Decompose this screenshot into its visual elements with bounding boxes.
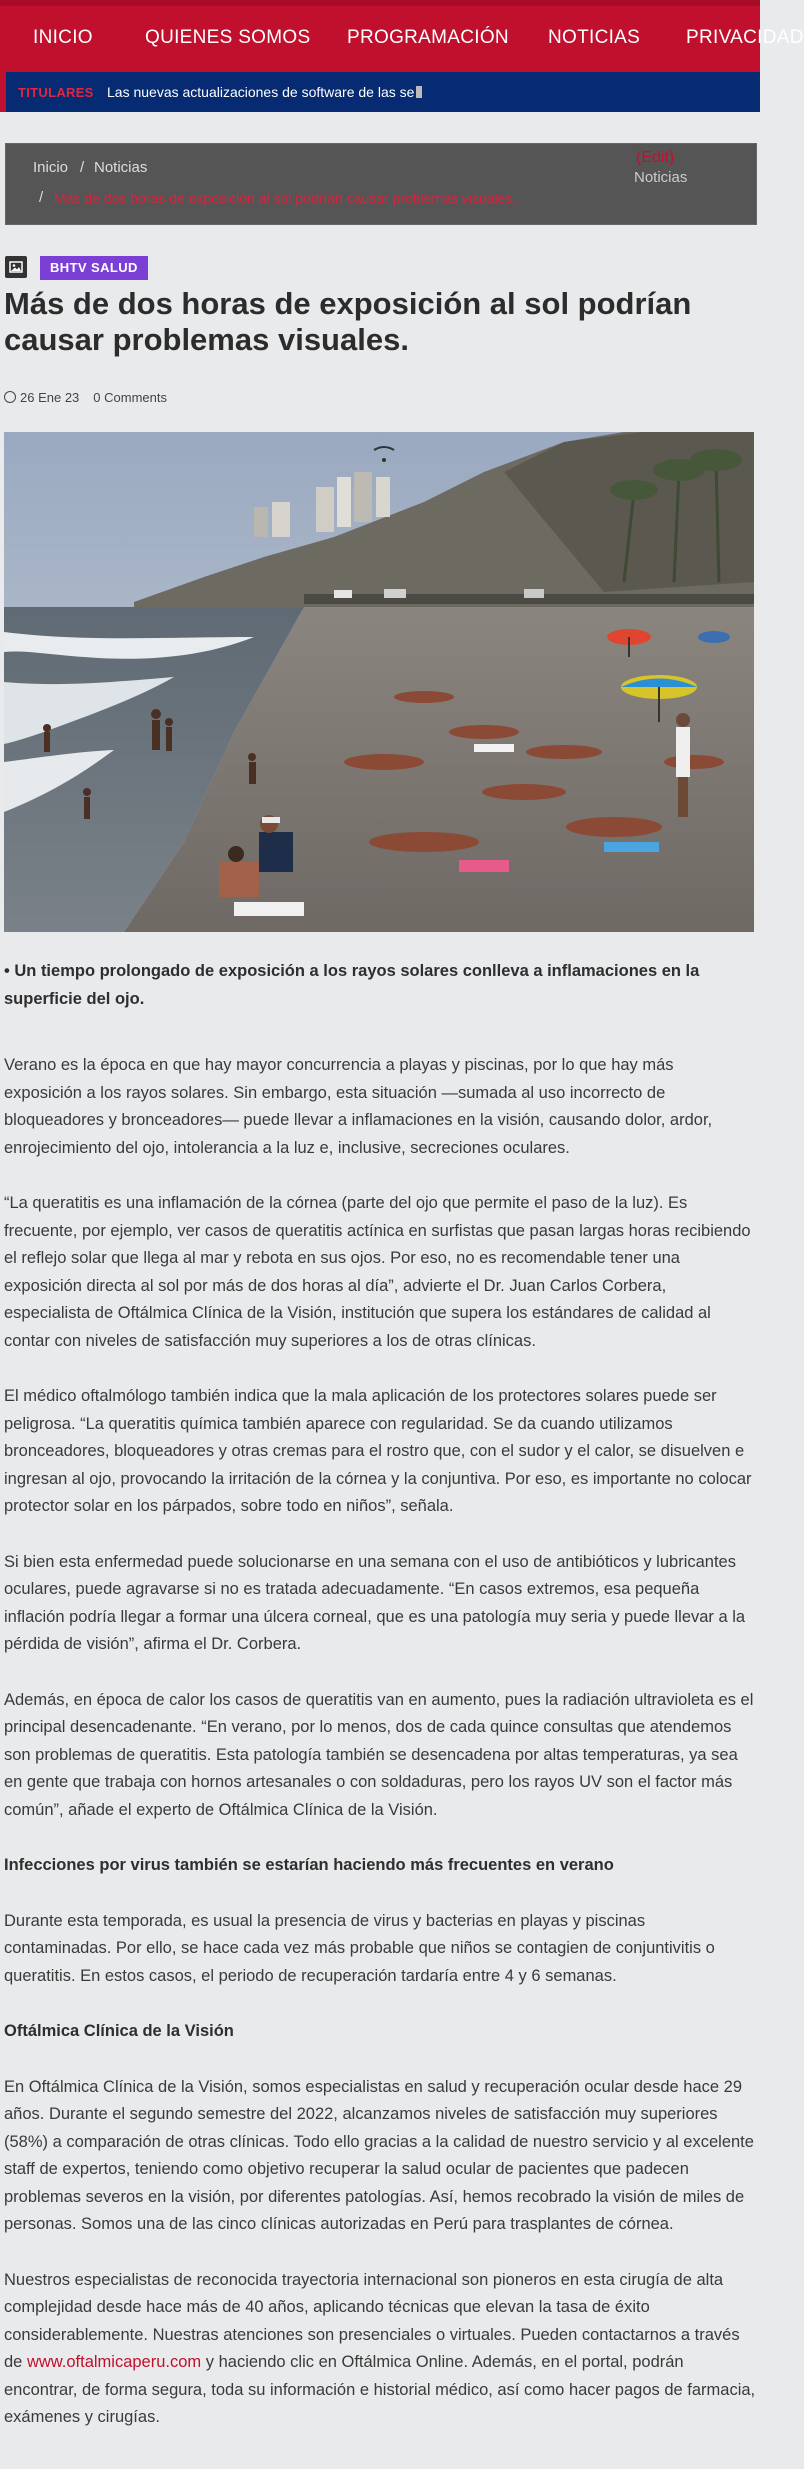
nav-item-privacidad[interactable]: PRIVACIDAD	[686, 27, 804, 48]
main-navbar	[0, 0, 804, 72]
breadcrumb-separator: /	[80, 159, 85, 176]
breadcrumb-separator: /	[39, 189, 44, 206]
article-body	[4, 958, 756, 2432]
article-paragraph: El médico oftalmólogo también indica que la mala aplicación de los protectores solares puede ser peligrosa. “La queratitis química también aparece con regularidad. Se da cuando utilizamos bronceadores, bloqueadores y otras cremas para el rostro que, con el sudor y el calor, se disuelven e ingresan al ojo, provocando la irritación de la córnea y la conjuntiva. Por eso, es importante no colocar protector solar en los párpados, sobre todo en niños”, señala.	[4, 1387, 752, 1515]
article-paragraph: Si bien esta enfermedad puede solucionarse en una semana con el uso de antibióticos y lubricantes oculares, puede agravarse si no es tratada adecuadamente. “En casos extremos, esa pequeña inflación podría llegar a formar una úlcera corneal, que es una patología muy seria y puede llevar a la pérdida de visión”, afirma el Dr. Corbera.	[4, 1552, 746, 1653]
article-paragraph: En Oftálmica Clínica de la Visión, somos especialistas en salud y recuperación ocular desde hace 29 años. Durante el segundo semestre del 2022, alcanzamos niveles de satisfacción muy superiores (58%) a comparación de otras clínicas. Todo ello gracias a la calidad de nuestro servicio y al excelente staff de expertos, teniendo como objetivo recuperar la salud ocular de pacientes que padecen problemas severos en la visión, por diferentes patologías. Así, hemos recobrado la visión de miles de personas. Somos una de las cinco clínicas autorizadas en Perú para trasplantes de córnea.	[4, 2077, 754, 2233]
breadcrumb-edit-link[interactable]: (Edit)	[636, 149, 675, 166]
nav-item-inicio[interactable]: INICIO	[33, 27, 93, 48]
breadcrumb-home-link[interactable]: Inicio	[33, 159, 69, 176]
article-paragraph: Durante esta temporada, es usual la presencia de virus y bacterias en playas y piscinas contaminadas. Por ello, se hace cada vez más probable que niños se contagien de conjuntivitis o queratitis. En estos casos, el periodo de recuperación tardaría entre 4 y 6 semanas.	[4, 1911, 715, 1985]
clock-icon	[4, 391, 16, 403]
post-date: 26 Ene 23	[20, 390, 80, 405]
image-format-icon	[5, 256, 27, 278]
article-paragraph: Además, en época de calor los casos de queratitis van en aumento, pues la radiación ultravioleta es el principal desencadenante. “En verano, por lo menos, dos de cada quince consultas que atendemos son problemas de queratitis. Esta patología también se desencadena por altas temperaturas, ya sea en gente que trabaja con hornos artesanales o con soldaduras, pero los rayos UV son el factor más común”, añade el experto de Oftálmica Clínica de la Visión.	[4, 1690, 754, 1819]
beach-photo	[4, 432, 754, 932]
ticker-headline[interactable]	[107, 84, 422, 100]
nav-item-quienes-somos[interactable]: QUIENES SOMOS	[145, 27, 311, 48]
post-featured-image	[4, 432, 754, 932]
article-paragraph: “La queratitis es una inflamación de la córnea (parte del ojo que permite el paso de la luz). Es frecuente, por ejemplo, ver casos de queratitis actínica en surfistas que pasan largas horas recibiendo el reflejo solar que llega al mar y rebota en sus ojos. Por eso, no es recomendable tener una exposición directa al sol por más de dos horas al día”, advierte el Dr. Juan Carlos Corbera, especialista de Oftálmica Clínica de la Visión, institución que supera los estándares de calidad al contar con niveles de satisfacción muy superiores a los de otras clínicas.	[4, 1194, 751, 1350]
ticker-accent	[0, 72, 6, 112]
article-lead: • Un tiempo prolongado de exposición a los rayos solares conlleva a inflamaciones en la superficie del ojo.	[4, 962, 700, 1008]
breadcrumb-category-link[interactable]: Noticias	[94, 159, 148, 176]
contact-text-before: Nuestros especialistas de reconocida trayectoria internacional son pioneros en esta cirugía de alta complejidad desde hace más de 40 años, aplicando técnicas que elevan la tasa de éxito considerablemente. Nuestras atenciones son presenciales o virtuales. Pueden contactarnos a través de	[4, 2270, 740, 2371]
nav-item-noticias[interactable]: NOTICIAS	[548, 27, 641, 48]
comments-link[interactable]: 0 Comments	[93, 390, 167, 405]
breadcrumb-current: Más de dos horas de exposición al sol podrían causar problemas visuales.	[54, 190, 517, 206]
breadcrumb	[5, 143, 757, 225]
clinic-website-link[interactable]: www.oftalmicaperu.com	[26, 2353, 202, 2371]
article-subheading: Infecciones por virus también se estarían haciendo más frecuentes en verano	[4, 1856, 614, 1874]
post-meta	[4, 390, 167, 405]
article-paragraph-contact	[4, 2267, 756, 2432]
ticker-headline-text: Las nuevas actualizaciones de software de las se	[107, 84, 415, 100]
navbar-top-line	[0, 0, 760, 6]
contact-text-after: y haciendo clic en Oftálmica Online. Además, en el portal, podrán encontrar, de forma segura, toda su información e historial médico, así como hacer pagos de farmacia, exámenes y cirugías.	[4, 2353, 756, 2426]
ticker-cursor	[416, 86, 422, 98]
article-subheading: Oftálmica Clínica de la Visión	[4, 2022, 234, 2040]
nav-item-programacion[interactable]: PROGRAMACIÓN	[347, 27, 509, 48]
category-badge[interactable]: BHTV SALUD	[40, 256, 148, 280]
news-ticker	[0, 72, 760, 112]
breadcrumb-side-category[interactable]: Noticias	[634, 169, 688, 186]
article-paragraph: Verano es la época en que hay mayor concurrencia a playas y piscinas, por lo que hay más exposición a los rayos solares. Sin embargo, esta situación —sumada al uso incorrecto de bloqueadores y bronceadores— puede llevar a inflamaciones en la visión, causando dolor, ardor, enrojecimiento del ojo, intolerancia a la luz e, inclusive, secreciones oculares.	[4, 1056, 713, 1157]
ticker-label: TITULARES	[18, 85, 94, 100]
post-title: Más de dos horas de exposición al sol podrían causar problemas visuales.	[4, 286, 692, 357]
